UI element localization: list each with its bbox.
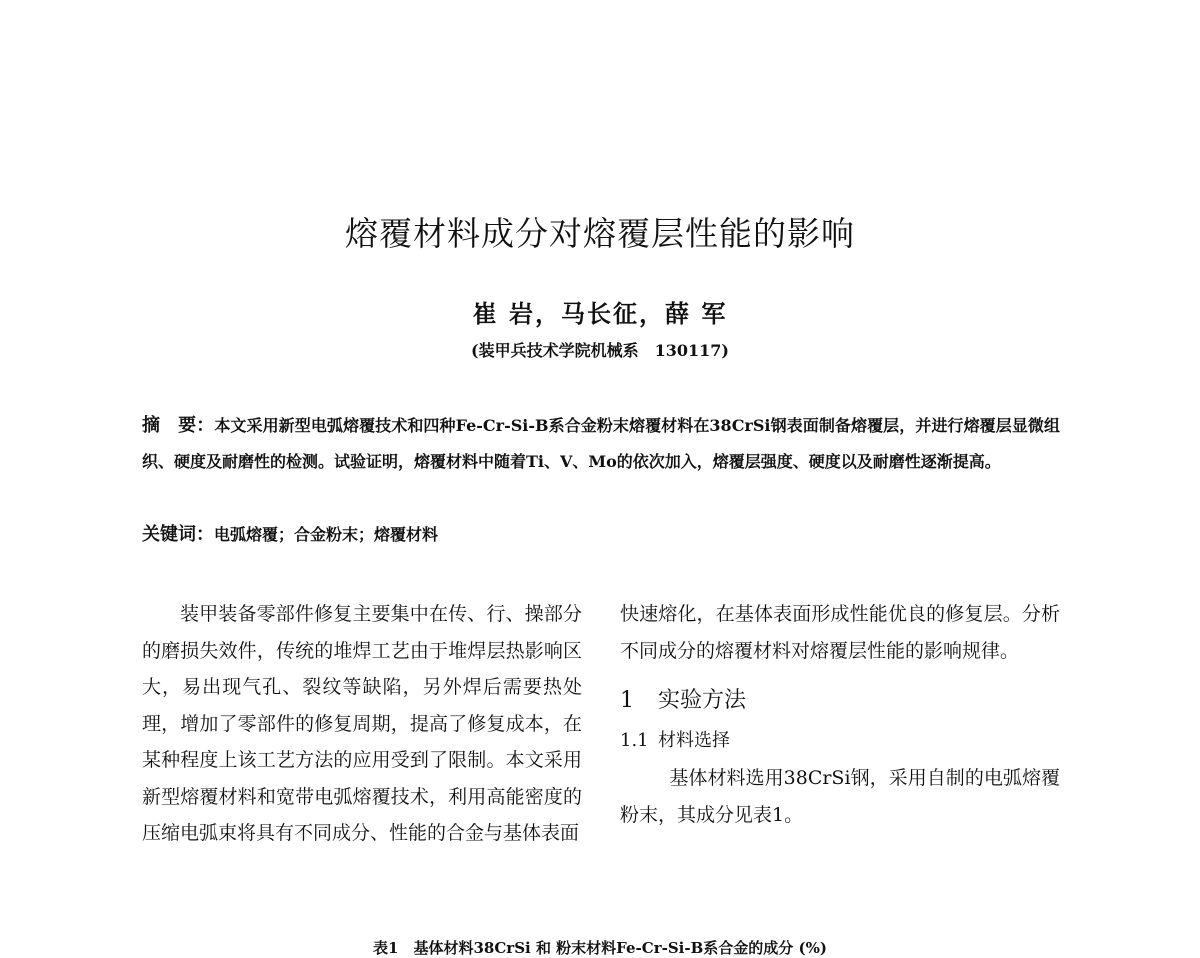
section-title: 实验方法 <box>658 688 747 713</box>
subsection-heading <box>620 726 1060 756</box>
abstract-text: 本文采用新型电弧熔覆技术和四种Fe-Cr-Si-B系合金粉末熔覆材料在38CrSi钢表面制备熔覆层，并进行熔覆层显微组织、硬度及耐磨性的检测。试验证明，熔覆材料中随着Ti、V、Mo的依次加入，熔覆层强度、硬度以及耐磨性逐渐提高。 <box>142 416 1060 471</box>
affiliation: (装甲兵技术学院机械系 130117) <box>471 341 729 360</box>
subsection-number: 1.1 <box>620 730 649 751</box>
subsection-title: 材料选择 <box>658 730 730 751</box>
section-heading <box>620 685 1060 717</box>
keywords-text: 电弧熔覆；合金粉末；熔覆材料 <box>214 525 439 544</box>
table-caption: 表1 基体材料38CrSi 和 粉末材料Fe-Cr-Si-B系合金的成分 (%) <box>373 939 827 957</box>
intro-paragraph: 装甲装备零部件修复主要集中在传、行、操部分的磨损失效件，传统的堆焊工艺由于堆焊层热影响区大，易出现气孔、裂纹等缺陷，另外焊后需要热处理，增加了零部件的修复周期，提高了修复成本，在某种程度上该工艺方法的应用受到了限制。本文采用新型熔覆材料和宽带电弧熔覆技术，利用高能密度的压缩电弧束将具有不同成分、性能的合金与基体表面 <box>142 603 582 844</box>
paper-title: 熔覆材料成分对熔覆层性能的影响 <box>345 214 855 253</box>
authors: 崔 岩，马长征，薛 军 <box>472 299 728 328</box>
section-number: 1 <box>620 688 634 713</box>
keywords <box>142 520 1060 550</box>
abstract <box>142 408 1060 480</box>
body-left-column <box>142 596 582 852</box>
abstract-label: 摘 要： <box>142 415 215 436</box>
body-right-column <box>620 596 1060 833</box>
intro-paragraph-continued: 快速熔化，在基体表面形成性能优良的修复层。分析不同成分的熔覆材料对熔覆层性能的影响规律。 <box>620 603 1060 662</box>
keywords-label: 关键词： <box>142 524 214 545</box>
materials-paragraph: 基体材料选用38CrSi钢，采用自制的电弧熔覆粉末，其成分见表1。 <box>620 767 1060 826</box>
